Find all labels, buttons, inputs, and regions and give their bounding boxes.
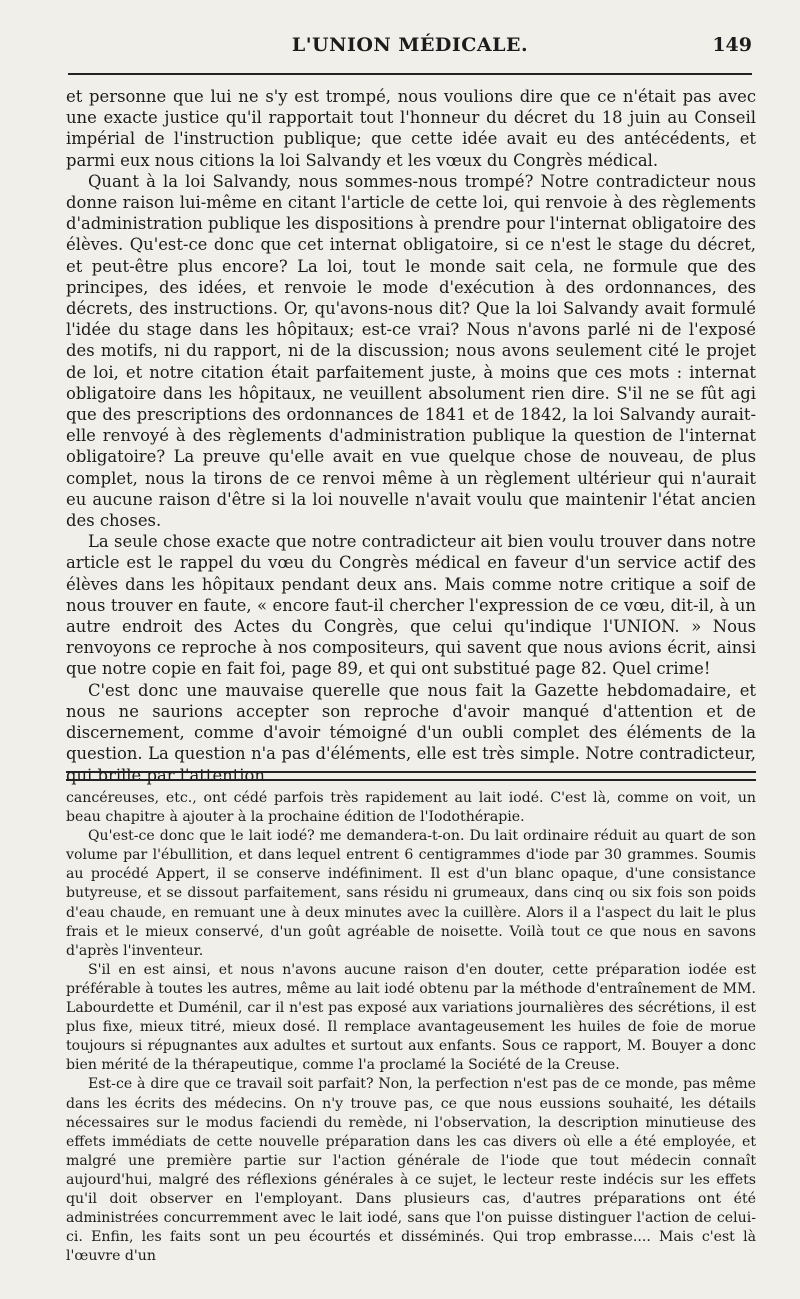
footnote-paragraph-4: Est-ce à dire que ce travail soit parfait? Non, la perfection n'est pas de ce monde, pas même dans les écrits des médecins. On n'y trouve pas, ce que nous eussions souhaité, les détails nécessaires sur le modus faciendi du remède, ni l'observation, la description minutieuse des effets immédiats de cette nouvelle préparation dans les cas divers où elle a été employée, et malgré une première partie sur l'action générale de l'iode que tout médecin connaît aujourd'hui, malgré des réflexions générales à ce sujet, le lecteur reste indécis sur les effets qu'il doit observer en l'employant. Dans plusieurs cas, d'autres préparations ont été administrées concurremment avec le lait iodé, sans que l'on puisse distinguer l'action de celui-ci. Enfin, les faits sont un peu écourtés et disséminés. Qui trop embrasse.... Mais c'est là l'œuvre d'un	[66, 1076, 756, 1265]
footnote-text	[66, 789, 756, 1266]
footnote-paragraph-1: cancéreuses, etc., ont cédé parfois très rapidement au lait iodé. C'est là, comme on voit, un beau chapitre à ajouter à la prochaine édition de l'Iodothérapie.	[66, 790, 756, 826]
header-rule	[68, 73, 752, 75]
footnote-paragraph-2: Qu'est-ce donc que le lait iodé? me demandera-t-on. Du lait ordinaire réduit au quart de son volume par l'ébullition, et dans lequel entrent 6 centigrammes d'iode par 30 grammes. Soumis au procédé Appert, il se conserve indéfiniment. Il est d'un blanc opaque, d'une consistance butyreuse, et se dissout parfaitement, sans résidu ni grumeaux, dans cinq ou six fois son poids d'eau chaude, en remuant une à deux minutes avec la cuillère. Alors il a l'aspect du lait le plus frais et le mieux conservé, d'un goût agréable de noisette. Voilà tout ce que nous en savons d'après l'inventeur.	[66, 828, 756, 959]
footnote-paragraph-3: S'il en est ainsi, et nous n'avons aucune raison d'en douter, cette préparation iodée est préférable à toutes les autres, même au lait iodé obtenu par la méthode d'entraînement de MM. Labourdette et Duménil, car il n'est pas exposé aux variations journalières des sécrétions, il est plus fixe, mieux titré, mieux dosé. Il remplace avantageusement les huiles de foie de morue toujours si répugnantes aux adultes et surtout aux enfants. Sous ce rapport, M. Bouyer a donc bien mérité de la thérapeutique, comme l'a proclamé la Société de la Creuse.	[66, 961, 756, 1074]
journal-title: L'UNION MÉDICALE.	[291, 34, 529, 56]
main-paragraph-4: C'est donc une mauvaise querelle que nous fait la Gazette hebdomadaire, et nous ne saurions accepter son reproche d'avoir manqué d'attention et de discernement, comme d'avoir témoigné d'un oubli complet des éléments de la question. La question n'a pas d'éléments, elle est très simple. Notre contradicteur, qui brille par l'attention	[66, 680, 756, 785]
main-paragraph-3: La seule chose exacte que notre contradicteur ait bien voulu trouver dans notre article est le rappel du vœu du Congrès médical en faveur d'un service actif des élèves dans les hôpitaux pendant deux ans. Mais comme notre critique a soif de nous trouver en faute, « encore faut-il chercher l'expression de ce vœu, dit-il, à un autre endroit des Actes du Congrès, que celui qu'indique l'UNION. » Nous renvoyons ce reproche à nos compositeurs, qui savent que nous avions écrit, ainsi que notre copie en fait foi, page 89, et qui ont substitué page 82. Quel crime!	[66, 532, 756, 679]
footnote-separator	[66, 771, 756, 781]
main-paragraph-2: Quant à la loi Salvandy, nous sommes-nous trompé? Notre contradicteur nous donne raison lui-même en citant l'article de cette loi, qui renvoie à des règlements d'administration publique les dispositions à prendre pour l'internat obligatoire des élèves. Qu'est-ce donc que cet internat obligatoire, si ce n'est le stage du décret, et peut-être plus encore? La loi, tout le monde sait cela, ne formule que des principes, des idées, et renvoie le mode d'exécution à des ordonnances, des décrets, des instructions. Or, qu'avons-nous dit? Que la loi Salvandy avait formulé l'idée du stage dans les hôpitaux; est-ce vrai? Nous n'avons parlé ni de l'exposé des motifs, ni du rapport, ni de la discussion; nous avons seulement cité le projet de loi, et notre citation était parfaitement juste, à moins que ces mots : internat obligatoire dans les hôpitaux, ne veuillent absolument rien dire. S'il ne se fût agi que des prescriptions des ordonnances de 1841 et de 1842, la loi Salvandy aurait-elle renvoyé à des règlements d'administration publique la question de l'internat obligatoire? La preuve qu'elle avait en vue quelque chose de nouveau, de plus complet, nous la tirons de ce renvoi même à un règlement ultérieur qui n'aurait eu aucune raison d'être si la loi nouvelle n'avait voulu que maintenir l'état ancien des choses.	[66, 171, 756, 531]
page-number: 149	[712, 34, 752, 56]
main-text	[66, 86, 756, 786]
running-head	[68, 34, 752, 64]
main-paragraph-1: et personne que lui ne s'y est trompé, nous voulions dire que ce n'était pas avec une exacte justice qu'il rapportait tout l'honneur du décret du 18 juin au Conseil impérial de l'instruction publique; que cette idée avait eu des antécédents, et parmi eux nous citions la loi Salvandy et les vœux du Congrès médical.	[66, 87, 756, 170]
